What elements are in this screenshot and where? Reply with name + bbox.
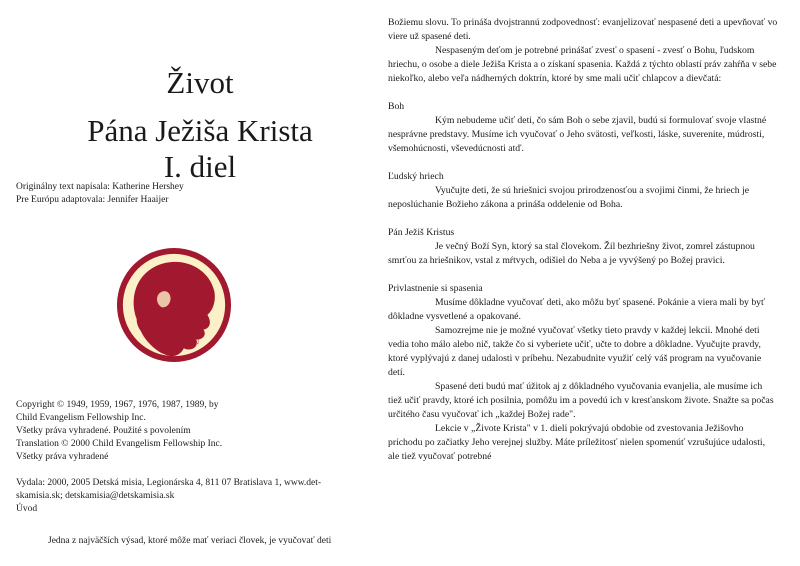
copyright-block xyxy=(16,399,386,464)
paragraph-teaching: Samozrejme nie je možné vyučovať všetky tieto pravdy v každej lekcii. Mnohé deti vedia toho málo alebo nič, takže čo si vyberiete učiť, učte to dobre a dôkladne. Vyučujte pravdy, ktoré vyplývajú z danej udalosti v príbehu. Nezabudnite využiť celý váš program na vyučovanie detí. xyxy=(388,325,762,378)
section-text-god: Kým nebudeme učiť deti, čo sám Boh o sebe zjavil, budú si formulovať svoje vlastné nesprávne predstavy. Musíme ich vyučovať o Jeho svätosti, veľkosti, láske, suverenite, múdrosti, všemohúcnosti, vševedúcnosti atď. xyxy=(388,115,767,154)
title-line-1: Život xyxy=(166,65,234,100)
section-heading-god: Boh xyxy=(388,101,405,112)
section-heading-salvation: Privlastnenie si spasenia xyxy=(388,283,483,294)
intro-first-line: Jedna z najväčších výsad, ktoré môže mať veriaci človek, je vyučovať deti xyxy=(48,536,332,546)
paragraph-saved-children: Spasené deti budú mať úžitok aj z dôkladného vyučovania evanjelia, ale musíme ich tiež učiť pravdy, ktoré ich posilnia, pomôžu im a povedú ich v kresťanskom živote. Snažte sa počas určitého času vyučovať ich „každej Božej rade". xyxy=(388,381,774,420)
section-text-jesus: Je večný Boží Syn, ktorý sa stal človekom. Žil bezhriešny život, zomrel zástupnou smrťou za hriešnikov, vstal z mŕtvych, odišiel do Neba a je vyvýšený po Božej pravici. xyxy=(388,241,755,266)
paragraph-lessons: Lekcie v „Živote Krista" v 1. dieli pokrývajú obdobie od zvestovania Ježišovho príchodu po začiatky Jeho verejnej služby. Máte príležitosť nielen spomenúť vzrušujúce udalosti, ale tiež vyučovať potrebné xyxy=(388,423,766,462)
copyright-line: Child Evangelism Fellowship Inc. xyxy=(16,413,146,423)
section-heading-jesus: Pán Ježiš Kristus xyxy=(388,227,455,238)
publisher-line: Vydala: 2000, 2005 Detská misia, Legionárska 4, 811 07 Bratislava 1, www.det- xyxy=(16,478,322,488)
title-line-3: I. diel xyxy=(163,149,237,184)
section-text-sin: Vyučujte deti, že sú hriešnici svojou prirodzenosťou a svojimi činmi, že hriech je neposlúchanie Božieho zákona a prináša oddelenie od Boha. xyxy=(388,185,750,210)
section-heading-sin: Ľudský hriech xyxy=(388,171,444,182)
registered-mark: ® xyxy=(192,336,200,347)
intro-paragraph-2: Nespaseným deťom je potrebné prinášať zvesť o spasení - zvesť o Bohu, ľudskom hriechu, o osobe a diele Ježiša Krista a o získaní spasenia. Každá z týchto oblastí práv zahŕňa v sebe niekoľko, alebo veľa nádherných doktrín, ktoré by sme mali učiť chlapcov a dievčatá: xyxy=(388,45,777,84)
copyright-line: Copyright © 1949, 1959, 1967, 1976, 1987, 1989, by xyxy=(16,400,219,410)
publisher-line: skamisia.sk; detskamisia@detskamisia.sk xyxy=(16,491,175,501)
copyright-line: Všetky práva vyhradené. Použité s povolením xyxy=(16,426,191,436)
intro-heading: Úvod xyxy=(16,504,38,514)
copyright-line: Translation © 2000 Child Evangelism Fellowship Inc. xyxy=(16,439,223,449)
copyright-line: Všetky práva vyhradené xyxy=(16,452,109,462)
title-line-2: Pána Ježiša Krista xyxy=(87,113,313,148)
cef-child-logo xyxy=(115,246,233,364)
credit-adaptation: Pre Európu adaptovala: Jennifer Haaijer xyxy=(16,195,169,205)
publisher-block xyxy=(16,477,386,516)
right-page xyxy=(388,16,778,464)
section-text-salvation: Musíme dôkladne vyučovať deti, ako môžu byť spasené. Pokánie a viera mali by byť dôkladne vysvetlené a opakované. xyxy=(388,297,766,322)
intro-paragraph-1: Božiemu slovu. To prináša dvojstrannú zodpovednosť: evanjelizovať nespasené deti a upevňovať vo viere už spasené deti. xyxy=(388,17,778,42)
credits xyxy=(16,181,184,207)
credit-author: Originálny text napísala: Katherine Hershey xyxy=(16,182,184,192)
